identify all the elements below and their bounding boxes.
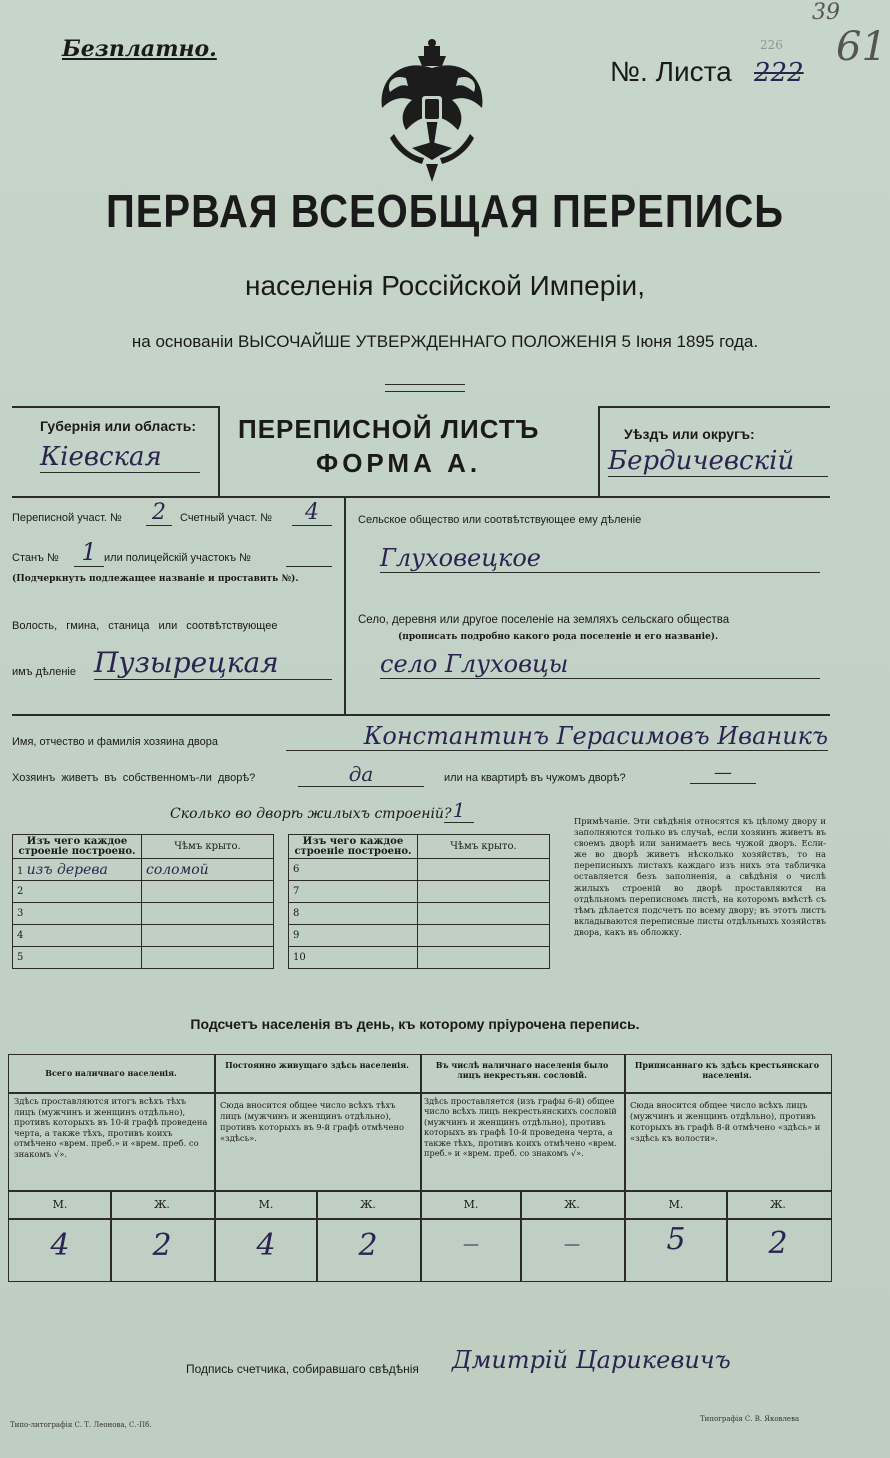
rule <box>598 406 830 408</box>
stan-label: Станъ № <box>12 552 59 564</box>
printer-left: Типо-литографія С. Т. Леонова, С.-Пб. <box>10 1421 152 1429</box>
m-label: М. <box>668 1198 684 1211</box>
group-title: Въ числѣ наличнаго населенія было лицъ некрестьян. сословій. <box>435 1060 609 1080</box>
society-value: Глуховецкое <box>380 544 820 573</box>
sheet-number-value: 222 <box>754 58 804 88</box>
f-label: Ж. <box>770 1198 786 1211</box>
count-section-label: Счетный участ. № <box>180 512 273 524</box>
col-material-header: Изъ чего каждое строеніе построено. <box>289 835 418 859</box>
row-roof: соломой <box>142 859 274 881</box>
rule <box>12 406 220 408</box>
corner-number: 39 <box>812 0 840 25</box>
male-count: 4 <box>256 1228 276 1263</box>
free-label: Безплатно. <box>62 36 217 62</box>
row-number: 3 <box>13 903 142 925</box>
col-roof-header: Чѣмъ крыто. <box>142 835 274 859</box>
table-row <box>289 859 550 881</box>
col-roof-header: Чѣмъ крыто. <box>418 835 550 859</box>
group-description: Сюда вносится общее число всѣхъ тѣхъ лицъ (мужчинъ и женщинъ отдѣльно), противъ которыхъ въ 9-й графѣ отмѣчено «здѣсь». <box>220 1100 405 1143</box>
row-number: 5 <box>13 947 142 969</box>
district-value: Бердичевскій <box>608 446 828 477</box>
village-note: (прописать подробно какого рода поселеніе и его названіе). <box>398 632 719 642</box>
female-count: 2 <box>768 1226 788 1261</box>
rule <box>624 1054 626 1282</box>
female-count: 2 <box>358 1228 378 1263</box>
male-count: 5 <box>666 1222 686 1257</box>
volost-value: Пузырецкая <box>94 646 332 680</box>
rule <box>8 1092 832 1094</box>
police-value-line <box>286 556 332 567</box>
form-title: ПЕРЕПИСНОЙ ЛИСТЪ <box>238 414 540 444</box>
table-row <box>289 903 550 925</box>
imperial-eagle-emblem <box>372 38 492 186</box>
group-description: Сюда вносится общее число всѣхъ лицъ (мужчинъ и женщинъ отдѣльно), противъ которыхъ въ графѣ 8-й отмѣчено «здѣсь» и «здѣсь къ волости». <box>630 1100 821 1143</box>
district-label: Уѣздъ или округъ: <box>624 426 755 442</box>
f-label: Ж. <box>564 1198 580 1211</box>
f-label: Ж. <box>154 1198 170 1211</box>
col-material-header: Изъ чего каждое строеніе построено. <box>13 835 142 859</box>
society-label: Сельское общество или соотвѣтствующее ему дѣленіе <box>358 514 642 526</box>
table-row <box>13 881 274 903</box>
sheet-number-label: №. Листа <box>610 56 732 87</box>
population-heading: Подсчетъ населенія въ день, къ которому пріурочена перепись. <box>190 1016 640 1032</box>
corner-number-2: 61 <box>836 24 887 70</box>
main-title: ПЕРВАЯ ВСЕОБЩАЯ ПЕРЕПИСЬ <box>106 186 784 238</box>
rule <box>214 1054 216 1282</box>
rule <box>218 406 220 498</box>
table-row <box>289 925 550 947</box>
row-number: 4 <box>13 925 142 947</box>
f-label: Ж. <box>360 1198 376 1211</box>
province-value: Кіевская <box>40 442 200 473</box>
table-row <box>13 947 274 969</box>
group-title: Приписаннаго къ здѣсь крестьянскаго населенія. <box>634 1060 820 1080</box>
group-description: Здѣсь проставляется (изъ графы 6-й) общее число всѣхъ лицъ некрестьянскихъ сословій (мужчинъ и женщинъ отдѣльно), противъ которыхъ въ графѣ 10-й проведена черта, а также тѣхъ, противъ коихъ отмѣчено «врем. преб.» и «врем. преб. со знакомъ √». <box>424 1096 617 1159</box>
table-row <box>289 947 550 969</box>
table-row <box>289 881 550 903</box>
census-section-value: 2 <box>146 500 172 526</box>
group-description: Здѣсь проставляются итогъ всѣхъ тѣхъ лицъ (мужчинъ и женщинъ отдѣльно), противъ которыхъ въ 10-й графѣ проведена черта, а также тѣхъ, противъ коихъ отмѣчено «врем. преб.» и «врем. преб. со знакомъ √». <box>14 1096 208 1159</box>
rule <box>420 1054 422 1282</box>
census-section-label: Переписной участ. № <box>12 512 122 524</box>
rule <box>598 406 600 498</box>
row-number: 8 <box>289 903 418 925</box>
village-label: Село, деревня или другое поселеніе на земляхъ сельскаго общества <box>358 614 730 626</box>
police-label: или полицейскій участокъ № <box>104 552 251 564</box>
village-value: село Глуховцы <box>380 650 820 679</box>
own-yard-label: Хозяинъ живетъ въ собственномъ-ли дворѣ? <box>12 772 256 784</box>
row-material: изъ дерева <box>26 861 108 878</box>
subtitle: населенія Россійской Имперіи, <box>245 270 645 301</box>
table-row <box>13 903 274 925</box>
rule <box>12 496 830 498</box>
province-label: Губернія или область: <box>40 418 197 434</box>
buildings-note: Примѣчаніе. Эти свѣдѣнія относятся къ цѣлому двору и заполняются только въ случаѣ, если хозяинъ живетъ въ своемъ дворѣ или занимаетъ весь чужой дворъ. Если-же во дворѣ живетъ нѣсколько хозяйствъ, то на переписныхъ листахъ каждаго изъ нихъ эта табличка оставляется безъ заполненія, а свѣдѣнія о числѣ жилыхъ строеній во дворѣ проставляются на отдѣльномъ переписномъ листѣ, на которомъ вмѣстѣ съ тѣмъ дѣлается подсчетъ по всему двору; въ этотъ листъ вкладываются переписные листы отдѣльныхъ хозяйствъ двора, какъ въ обложку. <box>574 816 826 937</box>
buildings-table-right <box>288 834 550 969</box>
table-row <box>13 925 274 947</box>
female-count: 2 <box>152 1228 172 1263</box>
count-section-value: 4 <box>292 500 332 526</box>
rent-label: или на квартирѣ въ чужомъ дворѣ? <box>444 772 626 784</box>
row-number: 2 <box>13 881 142 903</box>
buildings-value: 1 <box>444 798 474 823</box>
signature-value: Дмитрій Царикевичъ <box>452 1346 731 1374</box>
row-number: 10 <box>289 947 418 969</box>
female-count: — <box>564 1234 580 1253</box>
row-number: 9 <box>289 925 418 947</box>
form-subtitle: ФОРМА А. <box>316 448 482 478</box>
row-number: 6 <box>289 859 418 881</box>
signature-label: Подпись счетчика, собиравшаго свѣдѣнія <box>186 1362 419 1376</box>
owner-name-label: Имя, отчество и фамилія хозяина двора <box>12 736 218 748</box>
buildings-table-left <box>12 834 274 969</box>
group-title: Постоянно живущаго здѣсь населенія. <box>225 1060 409 1070</box>
m-label: М. <box>463 1198 479 1211</box>
rule <box>344 496 346 714</box>
male-count: 4 <box>50 1228 70 1263</box>
volost-label: Волость, гмина, станица или соотвѣтствующее <box>12 620 278 632</box>
ornament-divider <box>385 384 465 392</box>
underline-note: (Подчеркнуть подлежащее названіе и проставить №). <box>12 574 299 584</box>
basis-line: на основаніи ВЫСОЧАЙШЕ УТВЕРЖДЕННАГО ПОЛОЖЕНІЯ 5 Іюня 1895 года. <box>131 332 759 351</box>
rent-value: — <box>690 762 756 784</box>
row-number: 7 <box>289 881 418 903</box>
group-title: Всего наличнаго населенія. <box>45 1068 177 1078</box>
own-yard-value: да <box>298 762 424 787</box>
rule <box>12 714 830 716</box>
table-row <box>13 859 274 881</box>
m-label: М. <box>258 1198 274 1211</box>
rule <box>8 1218 832 1220</box>
printer-right: Типографія С. В. Яковлева <box>700 1415 800 1423</box>
owner-name-value: Константинъ Герасимовъ Иваникъ <box>286 722 828 751</box>
buildings-label: Сколько во дворѣ жилыхъ строеній? <box>170 806 452 822</box>
m-label: М. <box>52 1198 68 1211</box>
stan-value: 1 <box>74 538 104 567</box>
row-number: 1 <box>17 865 24 877</box>
volost-label-2: имъ дѣленіе <box>12 666 76 678</box>
rule <box>8 1190 832 1192</box>
male-count: — <box>463 1234 479 1253</box>
corner-stamp: 226 <box>760 38 783 52</box>
